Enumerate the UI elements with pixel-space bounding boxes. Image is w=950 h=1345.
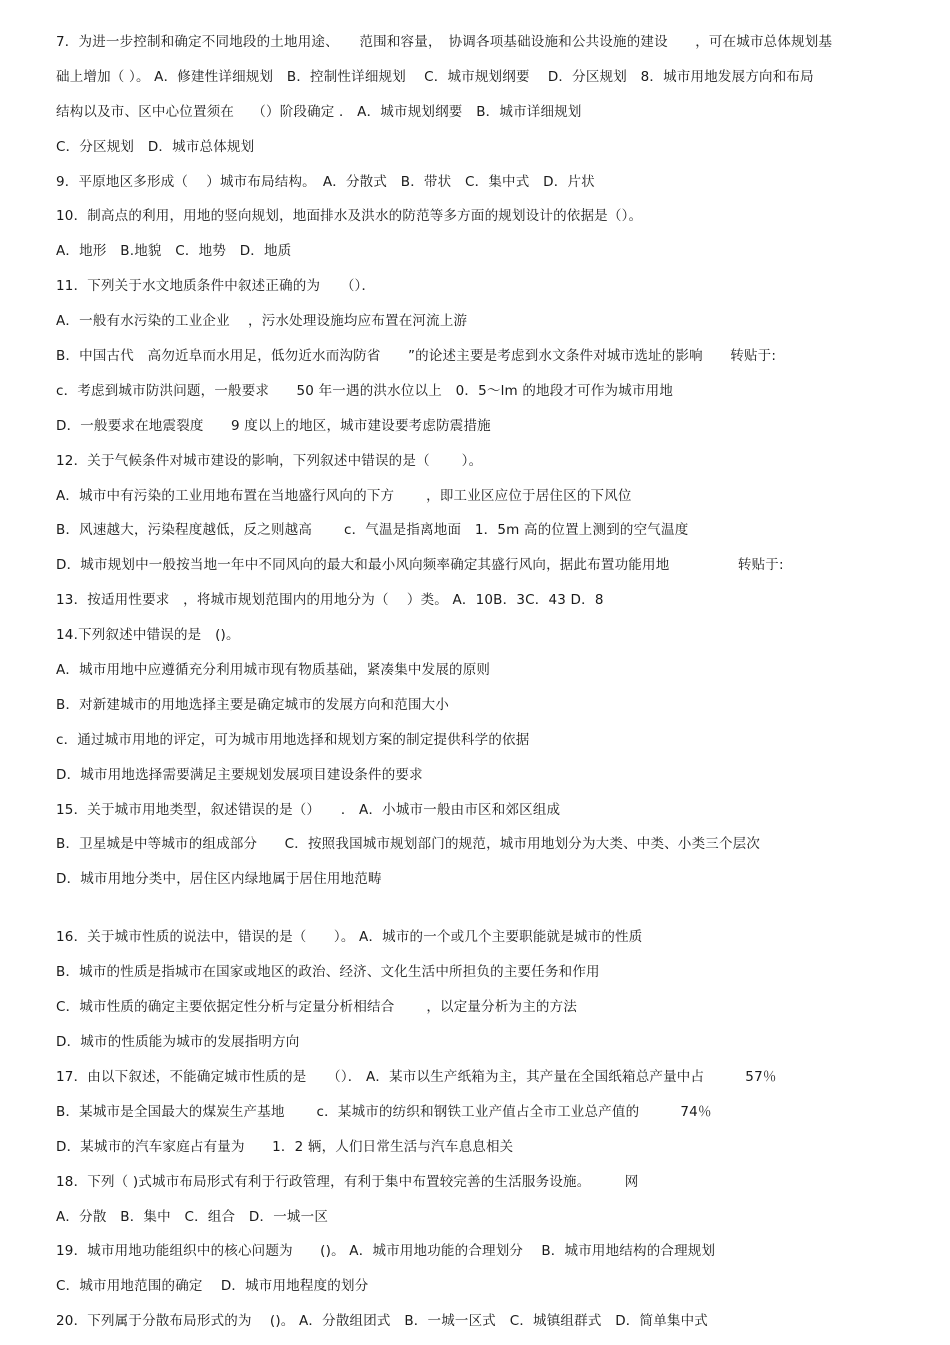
text-line: 11．下列关于水文地质条件中叙述正确的为 （）． xyxy=(56,278,376,295)
text-line: A．城市用地中应遵循充分利用城市现有物质基础，紧凑集中发展的原则 xyxy=(56,662,491,679)
text-line: D．城市规划中一般按当地一年中不同风向的最大和最小风向频率确定其盛行风向，据此布置功能用地 转贴于: xyxy=(56,557,784,574)
text-line: B．对新建城市的用地选择主要是确定城市的发展方向和范围大小 xyxy=(56,696,450,713)
text-line: 9．平原地区多形成（ ）城市布局结构。 A．分散式 B．带状 C．集中式 D．片状 xyxy=(56,173,595,190)
text-line: B．城市的性质是指城市在国家或地区的政治、经济、文化生活中所担负的主要任务和作用 xyxy=(56,964,600,981)
text-line: 结构以及市、区中心位置须在 （）阶段确定 ． A．城市规划纲要 B．城市详细规划 xyxy=(56,103,582,120)
text-line: 础上增加（ ）。 A．修建性详细规划 B．控制性详细规划 C．城市规划纲要 D．分区规划 8．城市用地发展方向和布局 xyxy=(56,68,814,85)
text-line: A．城市中有污染的工业用地布置在当地盛行风向的下方 ，即工业区应位于居住区的下风位 xyxy=(56,487,632,504)
text-line: D．城市用地选择需要满足主要规划发展项目建设条件的要求 xyxy=(56,766,423,783)
text-line: 15．关于城市用地类型，叙述错误的是（） ． A．小城市一般由市区和郊区组成 xyxy=(56,801,561,818)
text-line: 13．按适用性要求 ，将城市规划范围内的用地分为（ ）类。 A．10B．3C．43 D．8 xyxy=(56,592,604,609)
text-line: D．某城市的汽车家庭占有量为 1．2 辆，人们日常生活与汽车息息相关 xyxy=(56,1138,514,1155)
text-line: C．城市性质的确定主要依据定性分析与定量分析相结合 ，以定量分析为主的方法 xyxy=(56,999,578,1016)
text-line: C．分区规划 D．城市总体规划 xyxy=(56,138,255,155)
text-line: D．一般要求在地震裂度 9 度以上的地区，城市建设要考虑防震措施 xyxy=(56,417,491,434)
text-line: 12．关于气候条件对城市建设的影响，下列叙述中错误的是（ ）。 xyxy=(56,452,483,469)
text-line: B．风速越大，污染程度越低，反之则越高 c．气温是指离地面 1．5m 高的位置上测到的空气温度 xyxy=(56,522,689,539)
text-line: 16．关于城市性质的说法中，错误的是（ ）。 A．城市的一个或几个主要职能就是城市的性质 xyxy=(56,929,643,946)
text-line: 14.下列叙述中错误的是 ()。 xyxy=(56,627,240,644)
text-line: B．卫星城是中等城市的组成部分 C．按照我国城市规划部门的规范，城市用地划分为大类、中类、小类三个层次 xyxy=(56,836,761,853)
text-line: 17．由以下叙述，不能确定城市性质的是 （）． A．某市以生产纸箱为主，其产量在全国纸箱总产量中占 57％ xyxy=(56,1068,777,1085)
text-line: D．城市用地分类中，居住区内绿地属于居住用地范畴 xyxy=(56,871,382,888)
text-line: D．城市的性质能为城市的发展指明方向 xyxy=(56,1034,300,1051)
text-line: 7．为进一步控制和确定不同地段的土地用途、 范围和容量， 协调各项基础设施和公共设施的建设 ，可在城市总体规划基 xyxy=(56,34,833,50)
text-line: 10．制高点的利用，用地的竖向规划，地面排水及洪水的防范等多方面的规划设计的依据是（）。 xyxy=(56,208,643,225)
text-line: B．某城市是全国最大的煤炭生产基地 c．某城市的纺织和钢铁工业产值占全市工业总产值的 74％ xyxy=(56,1103,712,1120)
text-line: 20．下列属于分散布局形式的为 ()。 A．分散组团式 B．一城一区式 C．城镇组群式 D．简单集中式 xyxy=(56,1313,709,1330)
text-line: C．城市用地范围的确定 D．城市用地程度的划分 xyxy=(56,1278,369,1295)
text-line: 18．下列（ )式城市布局形式有利于行政管理，有利于集中布置较完善的生活服务设施。 网 xyxy=(56,1173,639,1190)
text-line: c．通过城市用地的评定，可为城市用地选择和规划方案的制定提供科学的依据 xyxy=(56,731,530,748)
text-line: A．分散 B．集中 C．组合 D．一城一区 xyxy=(56,1208,329,1225)
text-line: A．一般有水污染的工业企业 ，污水处理设施均应布置在河流上游 xyxy=(56,313,468,330)
text-line: A．地形 B.地貌 C．地势 D．地质 xyxy=(56,243,292,260)
text-line: c．考虑到城市防洪问题，一般要求 50 年一遇的洪水位以上 0．5～lm 的地段才可作为城市用地 xyxy=(56,382,674,399)
text-line: 19．城市用地功能组织中的核心问题为 ()。 A．城市用地功能的合理划分 B．城市用地结构的合理规划 xyxy=(56,1243,716,1260)
text-line: B．中国古代 高勿近阜而水用足，低勿近水而沟防省 ”的论述主要是考虑到水文条件对城市选址的影响 转贴于: xyxy=(56,348,777,365)
